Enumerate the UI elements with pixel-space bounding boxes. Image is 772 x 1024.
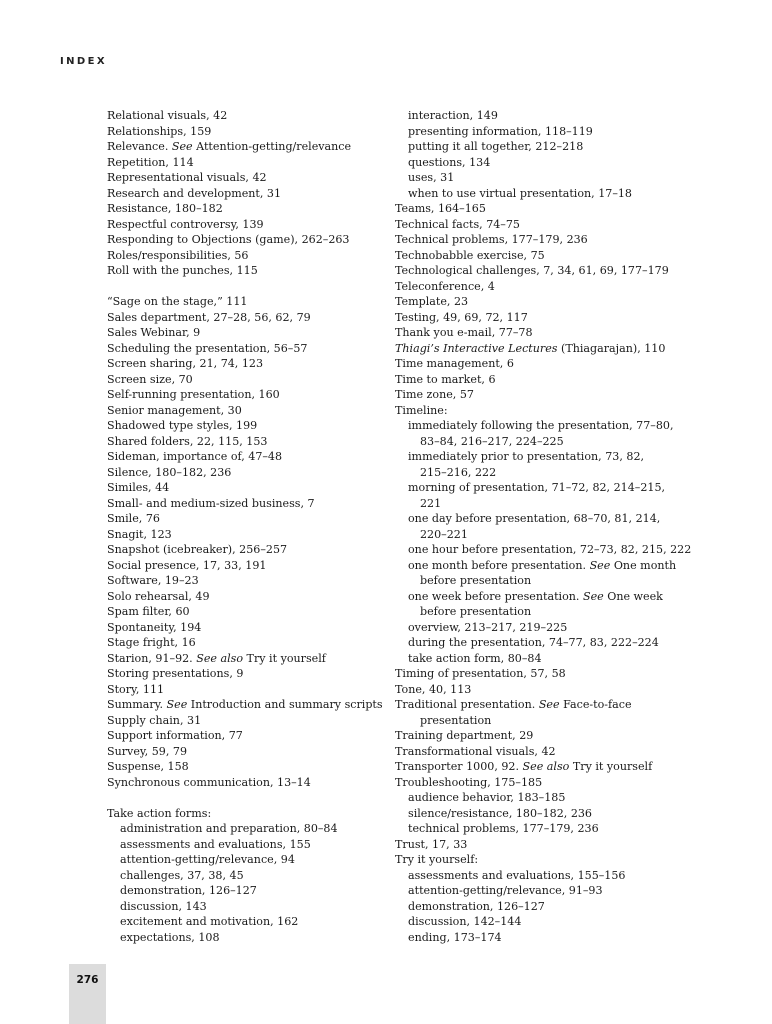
index-entry — [107, 744, 387, 760]
index-entry — [107, 666, 387, 682]
index-entry — [107, 589, 387, 605]
entry-text: Social presence, 17, 33, 191 — [107, 558, 267, 572]
entry-text: Sales department, 27–28, 56, 62, 79 — [107, 310, 311, 324]
entry-text: Technical facts, 74–75 — [395, 217, 520, 231]
entry-tail: Face-to-face — [559, 698, 632, 711]
index-entry — [107, 325, 387, 341]
index-entry — [107, 558, 387, 574]
entry-text: Sales Webinar, 9 — [107, 326, 201, 339]
index-subentry — [395, 418, 685, 434]
entry-text: Transformational visuals, 42 — [395, 744, 556, 758]
running-header: INDEX — [60, 56, 107, 67]
entry-italic: Thiagi’s Interactive Lectures — [395, 341, 558, 355]
index-entry — [107, 248, 387, 264]
entry-text: excitement and motivation, 162 — [120, 915, 299, 928]
entry-text: Try it yourself: — [395, 853, 479, 866]
index-subentry — [395, 806, 685, 822]
index-subentry — [395, 713, 685, 729]
entry-text: Troubleshooting, 175–185 — [395, 775, 543, 789]
entry-tail: Try it yourself — [569, 760, 653, 773]
entry-tail: Try it yourself — [243, 651, 326, 665]
index-entry — [107, 263, 387, 279]
entry-text: Time zone, 57 — [395, 388, 474, 401]
entry-italic: See — [589, 558, 611, 572]
entry-text: Story, 111 — [107, 682, 165, 696]
entry-text: expectations, 108 — [120, 930, 220, 944]
entry-text: putting it all together, 212–218 — [408, 140, 584, 153]
entry-text: Traditional presentation. — [395, 698, 539, 711]
index-subentry — [395, 868, 685, 884]
entry-text: Scheduling the presentation, 56–57 — [107, 341, 308, 355]
index-entry — [107, 372, 387, 388]
entry-text: presentation — [420, 713, 492, 727]
index-entry — [107, 775, 387, 791]
index-subentry — [107, 868, 387, 884]
index-entry — [107, 108, 387, 124]
entry-text: Senior management, 30 — [107, 403, 242, 417]
index-subentry — [395, 527, 685, 543]
index-subentry — [107, 899, 387, 915]
entry-text: 220–221 — [420, 527, 468, 541]
entry-text: audience behavior, 183–185 — [408, 791, 566, 804]
entry-text: Relationships, 159 — [107, 124, 212, 138]
entry-tail: One month — [610, 558, 677, 572]
index-subentry — [395, 573, 685, 589]
entry-text: Transporter 1000, 92. — [395, 760, 523, 773]
index-entry — [395, 837, 685, 853]
entry-text: Timing of presentation, 57, 58 — [395, 667, 566, 680]
entry-tail: Attention-getting/relevance — [192, 140, 352, 153]
index-subentry — [107, 914, 387, 930]
index-entry — [395, 666, 685, 682]
entry-text: Screen size, 70 — [107, 372, 193, 386]
index-entry — [107, 759, 387, 775]
index-entry — [107, 418, 387, 434]
entry-text: Roles/responsibilities, 56 — [107, 248, 249, 262]
entry-text: 221 — [420, 496, 442, 510]
entry-text: one week before presentation. — [408, 589, 583, 603]
entry-text: Respectful controversy, 139 — [107, 217, 264, 231]
index-spacer — [107, 790, 387, 806]
index-entry — [107, 713, 387, 729]
entry-text: Shadowed type styles, 199 — [107, 419, 258, 432]
index-subentry — [395, 930, 685, 946]
index-subentry — [395, 914, 685, 930]
entry-text: one day before presentation, 68–70, 81, 214, — [408, 512, 661, 525]
entry-text: immediately prior to presentation, 73, 82, — [408, 450, 645, 463]
entry-text: Spam filter, 60 — [107, 605, 190, 618]
index-entry — [395, 356, 685, 372]
index-entry — [107, 139, 387, 155]
entry-text: Spontaneity, 194 — [107, 620, 202, 634]
entry-text: uses, 31 — [408, 171, 455, 184]
index-entry — [107, 403, 387, 419]
page-number-tab — [69, 964, 106, 1024]
entry-text: Support information, 77 — [107, 729, 243, 742]
index-entry — [107, 217, 387, 233]
entry-text: Trust, 17, 33 — [395, 837, 468, 851]
entry-tail: Introduction and summary scripts — [187, 698, 383, 711]
entry-text: Repetition, 114 — [107, 155, 194, 169]
entry-italic: See — [538, 698, 560, 711]
entry-text: Template, 23 — [395, 295, 469, 308]
index-column-right — [395, 108, 692, 945]
index-entry — [107, 496, 387, 512]
entry-text: Technical problems, 177–179, 236 — [395, 233, 588, 246]
entry-text: discussion, 143 — [120, 899, 207, 913]
index-subentry — [395, 108, 685, 124]
entry-text: take action form, 80–84 — [408, 651, 542, 665]
index-subentry — [395, 124, 685, 140]
index-entry — [107, 527, 387, 543]
entry-text: Responding to Objections (game), 262–263 — [107, 233, 350, 246]
index-subentry — [107, 852, 387, 868]
entry-text: Testing, 49, 69, 72, 117 — [395, 310, 528, 324]
index-entry — [107, 232, 387, 248]
index-entry — [107, 434, 387, 450]
index-entry — [395, 728, 685, 744]
entry-text: Storing presentations, 9 — [107, 667, 244, 680]
entry-text: Suspense, 158 — [107, 760, 189, 773]
entry-text: Small- and medium-sized business, 7 — [107, 496, 315, 510]
index-entry — [395, 697, 685, 713]
index-entry — [107, 186, 387, 202]
entry-tail: One week — [603, 589, 663, 603]
index-subentry — [395, 139, 685, 155]
index-entry — [395, 279, 685, 295]
index-entry — [395, 341, 685, 357]
index-entry — [107, 480, 387, 496]
entry-text: demonstration, 126–127 — [120, 884, 257, 897]
index-subentry — [395, 883, 685, 899]
entry-text: morning of presentation, 71–72, 82, 214–215, — [408, 481, 666, 494]
index-subentry — [395, 449, 685, 465]
entry-text: Survey, 59, 79 — [107, 744, 188, 758]
index-subentry — [395, 604, 685, 620]
entry-italic: See — [171, 140, 193, 153]
entry-text: immediately following the presentation, 77–80, — [408, 419, 674, 432]
index-entry — [107, 682, 387, 698]
index-entry — [107, 806, 387, 822]
index-entry — [395, 744, 685, 760]
entry-text: Supply chain, 31 — [107, 713, 202, 727]
entry-text: Solo rehearsal, 49 — [107, 589, 210, 603]
entry-text: Silence, 180–182, 236 — [107, 465, 232, 479]
entry-italic: See — [582, 589, 604, 603]
index-entry — [395, 387, 685, 403]
index-subentry — [107, 883, 387, 899]
index-subentry — [395, 434, 685, 450]
index-entry — [395, 294, 685, 310]
entry-text: Self-running presentation, 160 — [107, 388, 280, 401]
entry-text: Time to market, 6 — [395, 372, 496, 386]
entry-italic: See — [166, 698, 188, 711]
index-subentry — [395, 790, 685, 806]
entry-text: Thank you e-mail, 77–78 — [395, 326, 533, 339]
entry-text: silence/resistance, 180–182, 236 — [408, 806, 592, 820]
index-subentry — [395, 651, 685, 667]
index-entry — [107, 542, 387, 558]
entry-text: Training department, 29 — [395, 729, 534, 742]
index-entry — [395, 325, 685, 341]
entry-text: Sideman, importance of, 47–48 — [107, 450, 283, 463]
index-entry — [395, 682, 685, 698]
index-entry — [107, 728, 387, 744]
entry-text: before presentation — [420, 574, 532, 587]
index-subentry — [395, 155, 685, 171]
index-entry — [107, 155, 387, 171]
entry-text: assessments and evaluations, 155 — [120, 837, 311, 851]
entry-text: Similes, 44 — [107, 481, 170, 494]
entry-text: Technological challenges, 7, 34, 61, 69, 177–179 — [395, 264, 669, 277]
entry-text: Summary. — [107, 698, 167, 711]
entry-text: administration and preparation, 80–84 — [120, 822, 338, 835]
entry-text: Timeline: — [395, 403, 448, 417]
index-entry — [395, 403, 685, 419]
entry-text: attention-getting/relevance, 91–93 — [408, 884, 603, 897]
index-subentry — [395, 558, 685, 574]
index-subentry — [395, 635, 685, 651]
entry-text: Research and development, 31 — [107, 186, 282, 200]
entry-italic: See also — [196, 651, 244, 665]
index-entry — [107, 310, 387, 326]
entry-text: assessments and evaluations, 155–156 — [408, 868, 626, 882]
entry-tail: (Thiagarajan), 110 — [557, 341, 666, 355]
index-entry — [107, 604, 387, 620]
index-entry — [107, 635, 387, 651]
index-entry — [395, 248, 685, 264]
index-entry — [107, 697, 387, 713]
entry-text: Screen sharing, 21, 74, 123 — [107, 357, 264, 370]
entry-text: demonstration, 126–127 — [408, 899, 545, 913]
entry-text: interaction, 149 — [408, 109, 498, 122]
entry-text: Smile, 76 — [107, 512, 160, 525]
index-subentry — [395, 589, 685, 605]
index-subentry — [107, 930, 387, 946]
index-entry — [107, 651, 387, 667]
entry-text: Technobabble exercise, 75 — [395, 248, 545, 262]
index-entry — [107, 341, 387, 357]
entry-text: Synchronous communication, 13–14 — [107, 775, 311, 789]
index-subentry — [107, 821, 387, 837]
index-entry — [107, 573, 387, 589]
entry-text: Relational visuals, 42 — [107, 109, 228, 122]
entry-text: Teleconference, 4 — [395, 279, 495, 293]
index-subentry — [395, 511, 685, 527]
index-subentry — [395, 480, 685, 496]
index-entry — [107, 465, 387, 481]
entry-text: Snagit, 123 — [107, 527, 172, 541]
index-entry — [395, 852, 685, 868]
entry-text: technical problems, 177–179, 236 — [408, 822, 599, 835]
entry-text: one month before presentation. — [408, 558, 590, 572]
entry-text: Stage fright, 16 — [107, 636, 196, 649]
entry-text: Starion, 91–92. — [107, 651, 197, 665]
index-subentry — [395, 899, 685, 915]
entry-text: 83–84, 216–217, 224–225 — [420, 434, 564, 448]
entry-text: Roll with the punches, 115 — [107, 264, 258, 277]
index-subentry — [107, 837, 387, 853]
index-entry — [107, 124, 387, 140]
index-entry — [107, 170, 387, 186]
entry-text: when to use virtual presentation, 17–18 — [408, 186, 632, 200]
entry-text: questions, 134 — [408, 155, 491, 169]
entry-text: challenges, 37, 38, 45 — [120, 868, 244, 882]
index-entry — [395, 232, 685, 248]
index-subentry — [395, 620, 685, 636]
index-entry — [395, 217, 685, 233]
index-spacer — [107, 279, 387, 295]
entry-text: discussion, 142–144 — [408, 915, 522, 928]
index-entry — [107, 201, 387, 217]
index-entry — [395, 201, 685, 217]
index-subentry — [395, 496, 685, 512]
index-entry — [107, 356, 387, 372]
index-entry — [395, 310, 685, 326]
index-entry — [107, 294, 387, 310]
index-column-left — [107, 108, 387, 945]
entry-text: attention-getting/relevance, 94 — [120, 853, 295, 866]
entry-text: Take action forms: — [107, 806, 212, 820]
entry-text: Software, 19–23 — [107, 574, 199, 587]
index-entry — [395, 263, 685, 279]
index-entry — [395, 775, 685, 791]
entry-text: 215–216, 222 — [420, 465, 497, 479]
index-entry — [395, 372, 685, 388]
index-subentry — [395, 170, 685, 186]
entry-text: Time management, 6 — [395, 357, 514, 370]
index-entry — [107, 511, 387, 527]
entry-italic: See also — [522, 760, 570, 773]
entry-text: one hour before presentation, 72–73, 82, 215, 222 — [408, 543, 692, 556]
page-number: 276 — [76, 974, 99, 986]
entry-text: Shared folders, 22, 115, 153 — [107, 434, 268, 448]
entry-text: overview, 213–217, 219–225 — [408, 620, 568, 634]
index-subentry — [395, 821, 685, 837]
entry-text: Relevance. — [107, 140, 172, 153]
index-entry — [107, 449, 387, 465]
index-entry — [107, 620, 387, 636]
entry-text: presenting information, 118–119 — [408, 124, 593, 138]
entry-text: “Sage on the stage,” 111 — [107, 295, 248, 308]
entry-text: Representational visuals, 42 — [107, 171, 267, 184]
entry-text: ending, 173–174 — [408, 930, 502, 944]
entry-text: Snapshot (icebreaker), 256–257 — [107, 543, 288, 556]
entry-text: during the presentation, 74–77, 83, 222–224 — [408, 636, 659, 649]
entry-text: Tone, 40, 113 — [395, 682, 472, 696]
index-entry — [107, 387, 387, 403]
index-entry — [395, 759, 685, 775]
entry-text: Teams, 164–165 — [395, 202, 486, 215]
index-subentry — [395, 465, 685, 481]
entry-text: before presentation — [420, 605, 532, 618]
index-subentry — [395, 542, 692, 558]
entry-text: Resistance, 180–182 — [107, 202, 223, 215]
index-subentry — [395, 186, 685, 202]
